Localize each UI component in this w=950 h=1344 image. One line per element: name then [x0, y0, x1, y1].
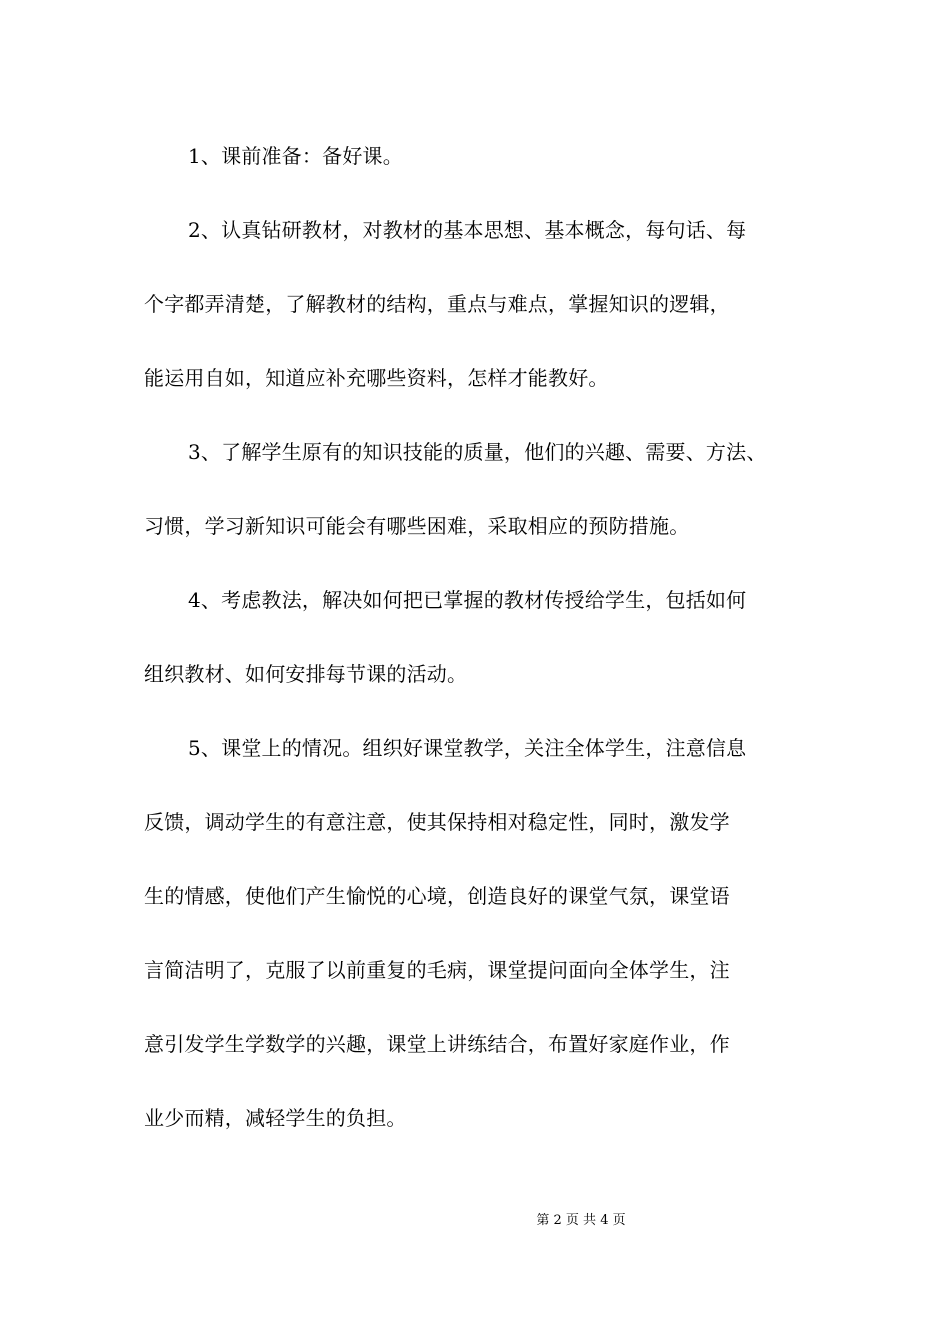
paragraph-4-line-2: 组织教材、如何安排每节课的活动。 — [144, 662, 468, 686]
paragraph-2-line-1: 2、认真钻研教材，对教材的基本思想、基本概念，每句话、每 — [188, 218, 747, 242]
page-footer — [0, 1212, 950, 1230]
paragraph-4-line-1: 4、考虑教法，解决如何把已掌握的教材传授给学生，包括如何 — [188, 588, 747, 612]
paragraph-2-line-3: 能运用自如，知道应补充哪些资料，怎样才能教好。 — [144, 366, 609, 390]
paragraph-5-line-4: 言简洁明了，克服了以前重复的毛病，课堂提问面向全体学生，注 — [144, 958, 730, 982]
paragraph-5-line-6: 业少而精，减轻学生的负担。 — [144, 1106, 407, 1130]
paragraph-5-line-3: 生的情感，使他们产生愉悦的心境，创造良好的课堂气氛，课堂语 — [144, 884, 730, 908]
paragraph-5-line-1: 5、课堂上的情况。组织好课堂教学，关注全体学生，注意信息 — [188, 736, 747, 760]
page-number: 第 2 页 共 4 页 — [536, 1213, 626, 1228]
paragraph-5-line-5: 意引发学生学数学的兴趣，课堂上讲练结合，布置好家庭作业，作 — [144, 1032, 730, 1056]
paragraph-3-line-2: 习惯，学习新知识可能会有哪些困难，采取相应的预防措施。 — [144, 514, 690, 538]
paragraph-2-line-2: 个字都弄清楚，了解教材的结构，重点与难点，掌握知识的逻辑， — [144, 292, 730, 316]
paragraph-1-line-1: 1、课前准备：备好课。 — [188, 144, 403, 168]
paragraph-3-line-1: 3、了解学生原有的知识技能的质量，他们的兴趣、需要、方法、 — [188, 440, 767, 464]
paragraph-5-line-2: 反馈，调动学生的有意注意，使其保持相对稳定性，同时，激发学 — [144, 810, 730, 834]
